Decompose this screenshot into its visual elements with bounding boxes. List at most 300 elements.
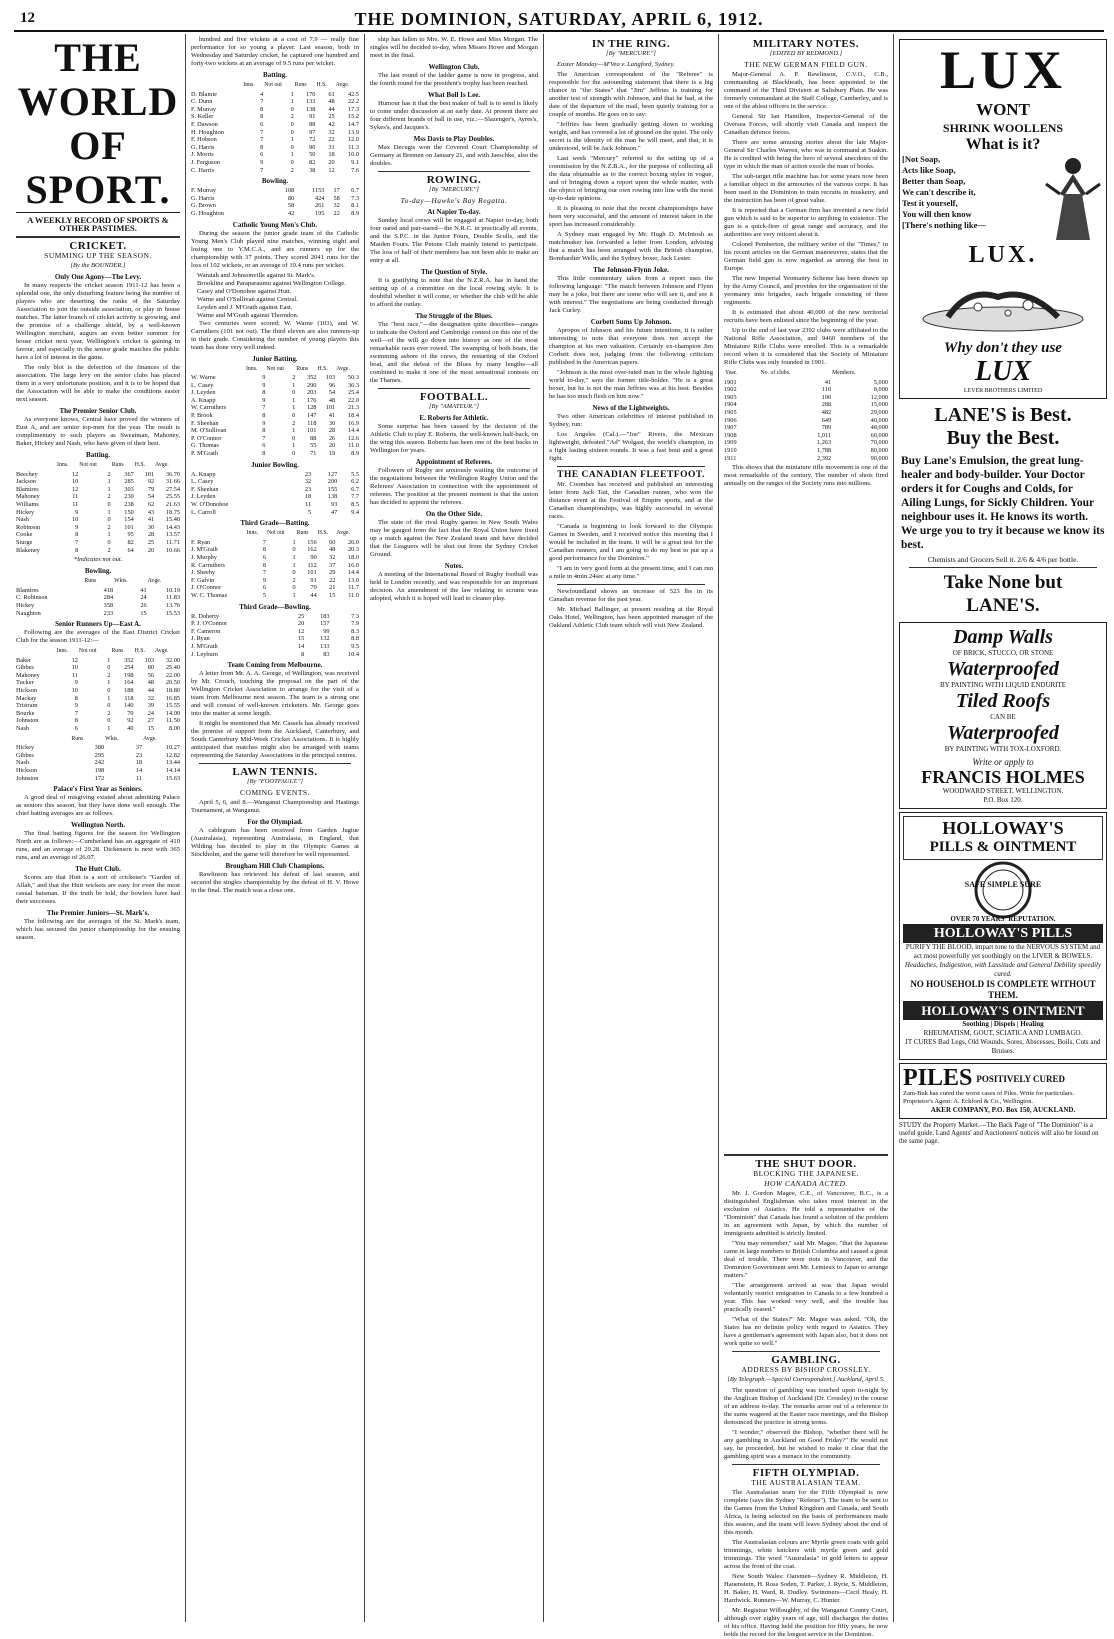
table-cell: 140 [124,702,134,710]
subhead: Brougham Hill Club Champions. [225,862,325,871]
table-cell: 25 [328,113,335,121]
table-cell: 11 [136,774,143,782]
table-cell: 16.85 [165,694,180,702]
paragraph: A meeting of the International Board of Rugby football was held in London recently, and was responsible for an important decision. An amendment of the law relating to scrums was adopted, which it is hoped will lead to cleaner play. [370,571,538,602]
table-cell: F. Sheehan [191,485,219,493]
paragraph: A Sydney man engaged by Mr. Hugh D. McIntosh as matchmaker has forwarded a letter from London, advising that a match has been arranged with the British champion, Bombardier Wells, and the Sydney boxer, Jack Lester. [549,231,713,262]
ad-text: HOLLOWAY'S [942,818,1064,838]
table-cell: Nash [16,516,29,524]
table-cell: 7.3 [351,194,359,202]
table-cell: 82 [309,158,316,166]
olympiad-heading: FIFTH OLYMPIAD. [752,1467,860,1479]
ad-text: POSITIVELY CURED [976,1073,1065,1084]
table-cell: 0 [107,687,111,695]
paragraph: "The arrangement arrived at was that Japan would voluntarily restrict emigration to Canada to a few hundred a year. This has worked very well, and the trouble has practically ceased." [724,1282,888,1313]
table-cell: 101 [325,404,336,412]
table-cell: 1907 [724,424,737,432]
table-cell: 8 [75,531,79,539]
table-cell: 25.40 [165,664,180,672]
seal-icon [968,860,1038,920]
table-cell: 91 [309,113,316,121]
ad-text: LANE'S. [966,595,1040,616]
table-cell: 203 [307,389,317,397]
table-cell: 13.9 [347,128,359,136]
paragraph: Following are the averages of the East District Cricket Club for the season 1911-12:— [16,629,180,645]
table-cell: F. Cameron [191,627,221,635]
shut-door-heading: THE SHUT DOOR. [755,1158,857,1170]
table-cell: 0 [107,664,111,672]
table-cell: 1 [292,404,296,412]
table-cell: 72 [309,136,316,144]
header-cell: Avge. [143,735,157,742]
divider [724,1154,888,1156]
table-cell: 13.76 [165,601,180,609]
table-cell: 15 [147,725,155,733]
table-cell: J. Leyburn [191,650,218,658]
match-item: Brookline and Paraparaumu against Wellington College. [197,279,346,287]
woman-figure-icon [1042,154,1104,244]
table-cell: 6 [262,442,266,450]
table-cell: 1 [107,478,111,486]
paragraph: The final batting figures for the season for Wellington North are as follows:—Cumberland has an aggregate of 410 runs, and an average of 29.28. Dickenson is next with 365 runs, and an average of 26.07. [16,830,180,862]
table-heading: Batting. [86,451,110,459]
table-cell: 18.80 [165,687,180,695]
table-cell: 38 [309,166,316,174]
paragraph: hundred and five wickets at a cost of 7.9 — really fine performance for so young a player. Last season, both in Wednesday and Saturday cricket, he captured one hundred and forty-two wickets at an average of 9.5 runs per wicket. [191,36,359,67]
table-cell: 7 [74,709,78,717]
header-cell: Avge. [336,530,350,537]
paragraph: Mr. Michael Ballinger, at present residing at the Royal Oaks Hotel, Wellington, has been appointed manager of the Oakland Athletic Club team which will visit New Zealand. [549,606,713,629]
table-cell: 80 [287,194,295,202]
table-cell: 138 [327,493,338,501]
header-cell: Runs [296,530,309,537]
table-cell: 7 [260,166,264,174]
table-cell: 55 [310,442,317,450]
subhead: News of the Lightweights. [592,404,670,412]
table-cell: 8 [262,546,266,554]
section-subheading: BLOCKING THE JAPANESE. [753,1169,859,1178]
table-cell: 9.1 [351,158,359,166]
table-cell: 1 [290,136,294,144]
table-cell: 54 [147,493,155,501]
divider [909,567,1097,568]
table-cell: 8.8 [351,635,359,643]
table-cell: 4 [260,90,264,98]
table-cell: 6 [262,584,266,592]
table-cell: 29,000 [870,408,888,416]
table-cell: 26.0 [347,538,359,546]
paragraph: A letter from Mr. A. A. George, of Wellington, was received by Mr. Crouch, touching the proposal on the part of the Wellington Cricket Association to arrange for the visit of a team from Melbourne next season. The team is a strong one and will consist of well-known cricketers. Mr. George goes into the matter at some length. [191,670,359,718]
lux-copy-line: Test it yourself, [902,198,958,208]
table-cell: 172 [94,774,105,782]
table-cell: A. Knapp [191,396,216,404]
subhead: The Hutt Club. [75,865,121,874]
table-cell: 19 [328,450,336,458]
table-cell: 18 [328,151,335,159]
paragraph: Colonel Pemberton, the military writer of the "Times," in his recent articles on the German manoeuvres, states that the German field gun is now regarded as among the best in Europe. [724,241,888,272]
ad-text: RHEUMATISM, GOUT, SCIATICA AND LUMBAGO. [923,1029,1083,1037]
table-cell: 0 [107,538,111,546]
lux-copy [902,154,1040,231]
table-cell: 9 [74,702,78,710]
match-item: Warne and O'Sullivan against Central. [197,295,298,303]
table-cell: 11.7 [348,584,359,592]
table-cell: 133 [320,642,330,650]
subhead: The Premier Juniors—St. Mark's. [46,909,150,918]
ad-text: LANE'S is Best. [934,404,1072,426]
table-cell: 1901 [724,378,737,386]
table-cell: 0 [292,546,296,554]
table-cell: C. Robinson [16,594,48,602]
table-cell: 101 [124,523,134,531]
ad-text: Soothing | Dispels | Healing [962,1020,1044,1028]
table-cell: 15.53 [165,609,180,617]
football-heading: FOOTBALL. [419,391,489,403]
table-cell: 9 [262,576,266,584]
table-cell: 10 [71,478,79,486]
table-cell: Nash [16,759,29,767]
cricket-heading: CRICKET. [69,240,127,252]
table-cell: H. Houghton [191,128,224,136]
table-cell: 1904 [724,401,737,409]
ad-text: Zam-Buk has cured the worst cases of Piles. Write for particulars. Proprietor's Agent: A. Eckford & Co., Wellington. [903,1090,1075,1105]
lux-script-logo: LUX [975,356,1031,387]
holloway-advert [899,812,1107,1060]
table-cell: 2 [292,576,296,584]
table-cell: 9 [262,381,266,389]
subhead: Corbett Sums Up Johnson. [590,318,672,326]
table-cell: 147 [307,412,317,420]
table-cell: 32 [329,553,336,561]
subhead: Notes. [444,562,464,570]
header-cell: H.S. [134,462,146,468]
table-cell: Johnston [16,774,39,782]
table-cell: 1 [292,427,296,435]
table-cell: 170 [306,90,316,98]
table-cell: P. J. O'Connor [191,620,228,628]
table-cell: 138 [306,105,316,113]
header-cell: H.S. [134,648,145,655]
table-cell: 6 [260,120,264,128]
table-cell: 14.14 [165,767,180,774]
table-cell: L. Carroll [191,508,216,516]
table-cell: 261 [314,202,325,210]
match-item: Warne and M'Grath against Thorndon. [197,311,299,319]
table-cell: 90,000 [870,454,888,462]
header-cell: Avge. [155,462,169,468]
page-number: 12 [20,10,35,26]
table-cell: 254 [124,664,134,672]
table-cell: 0 [107,717,111,725]
header-cell: Avge. [336,365,350,372]
table-cell: Beechey [16,470,38,478]
table-cell: 10 [71,516,79,524]
table-cell: 29 [329,569,336,577]
lux-copy-line: [There's nothing like— [902,220,986,230]
ad-text: Waterproofed [947,722,1059,744]
table-cell: 41 [824,378,832,386]
table-cell: 0 [107,702,111,710]
table-cell: 6 [262,553,266,561]
table-cell: 0 [292,389,296,397]
table-cell: 92 [127,717,134,725]
table-cell: 17 [333,187,340,195]
paragraph: The new Imperial Yeomanry Scheme has been drawn up by the Army Council, and provides for the organisation of the yeomanry into brigades, each brigade consisting of three regiments. [724,275,888,306]
paragraph: "I wonder," observed the Bishop, "whether there will be any gambling in Auckland on Good Friday?" He would not say, he proceeded, but he wished to make it clear that the gambling spirit was a menace to the community. [724,1429,888,1460]
paragraph: Followers of Rugby are anxiously waiting the outcome of the negotiations between the Wellington Rugby Union and the Referees' Association in connection with the appointment of referees. The position at the present moment is that the union has decided to appoint the referees. [370,467,538,506]
ad-text: Take None but [943,572,1063,593]
table-cell: 8 [262,450,266,458]
subhead: The Struggle of the Blues. [415,312,493,320]
subhead: On the Other Side. [425,510,483,518]
table-cell: 36.70 [165,470,180,478]
table-cell: Naughton [16,609,41,617]
subhead: Catholic Young Men's Club. [232,220,318,229]
paragraph: There are some amusing stories about the late Major-General Sir Charles Warren, who was in command at Suakin. He is credited with being the hero of several anecdotes of the type in which the man of action excels the man of books. [724,139,888,170]
subhead: Team Coming from Melbourne. [227,661,323,670]
table-cell: 7 [262,404,266,412]
ads-column [899,36,1107,1621]
table-cell: Gibbes [16,751,34,759]
lux-copy-line: Better than Soap, [902,176,966,186]
piles-advert [899,1063,1107,1119]
table-cell: 22.00 [165,671,180,679]
ad-text: CAN BE [990,713,1016,721]
table-cell: 5 [308,508,312,516]
header-cell: Runs [84,578,97,585]
table-cell: 352 [307,374,317,382]
header-cell: Inns. [245,365,258,372]
table-cell: 25.55 [165,493,180,501]
table-cell: 11 [305,501,312,508]
table-cell: 10.66 [165,546,180,554]
table-cell: 2,392 [816,454,832,462]
lux-copy-line: We can't describe it, [902,187,976,197]
table-cell: 9.4 [351,508,359,516]
subhead: Only One Agony—The Levy. [54,273,142,281]
table-cell: 58 [287,202,295,210]
table-cell: 7 [260,136,264,144]
table-cell: 12.82 [165,751,180,759]
table-cell: 22 [333,209,340,217]
section-subheading: SUMMING UP THE SEASON. [44,251,152,260]
table-cell: 24 [140,594,147,602]
paragraph: The following are the averages of the St. Mark's team, which has secured the junior championship for the ensuing season. [16,918,180,942]
ad-text: Why don't they use [944,340,1062,356]
table-cell: 31 [328,143,335,151]
table-cell: Hickey [16,744,35,752]
paragraph: Sunday local crews will be engaged at Napier to-day, both four oared and pair-oared—the N.R.C. in practically all events, and the S.P.C. in the Junior Fours, Double Sculls, and the Maiden Fours. The Petone Club mainly intend to participate. The loss of half of their members has not been able to make an entry at all. [370,217,538,264]
table-cell: 0 [292,584,296,592]
table-cell: 230 [124,493,134,501]
table-cell: 108 [284,187,295,195]
byline: [By "FOOTFAULT."] [246,778,303,786]
header-cell: H.S. [317,530,329,537]
byline: [By the BOUNDER.] [70,262,126,269]
table-cell: 285 [124,478,134,486]
table-cell: 118 [124,694,134,702]
table-cell: P. O'Connor [191,434,222,442]
table-cell: 48 [328,98,335,106]
table-cell: 295 [94,751,105,759]
table-cell: 20 [297,620,305,628]
table-cell: F. Hobson [191,136,217,144]
table-cell: 16.9 [347,419,359,427]
header-cell: Avge. [335,82,350,88]
table-cell: 42 [287,209,295,217]
table-cell: 1 [107,679,111,687]
table-heading: Junior Bowling. [251,460,299,469]
table-cell: 27.54 [165,485,180,493]
table-cell: 21.63 [165,500,180,508]
table-cell: 14.7 [347,120,359,128]
table-cell: 5 [262,591,266,599]
table-cell: 43 [147,508,155,516]
table-cell: 14 [135,767,143,774]
table-cell: 30 [328,419,336,427]
subhead: Appointment of Referees. [415,458,493,466]
table-cell: 198 [94,767,105,774]
table-cell: 88 [309,120,316,128]
paragraph: Mr. Coombes has received and published an interesting letter from Jack Tait, the Canadian runner, who won the distance event at the Festival of Empire sports, and at the Canadian championships, was highly successful in several races. [549,481,713,520]
table-cell: 37 [135,744,143,752]
table-cell: 10 [71,664,78,672]
table-cell: F. Ryan [191,538,211,546]
header-cell: Year. [725,370,737,376]
section-subheading: To-day—Hawke's Bay Regatta. [400,196,508,205]
table-cell: 7 [260,128,264,136]
paragraph: A cablegram has been received from Garden Jugiue (Australasia), representing Australasia, in England, that Wilding has decided to play in the Olympic Games at Stockholm, and the game will therefore be well represented. [191,827,359,859]
subhead: At Napier To-day. [427,208,481,216]
table-cell: J. O'Connor [191,584,222,592]
table-cell: 380 [94,744,105,752]
table-cell: 5,000 [873,378,888,386]
table-cell: 154 [124,516,134,524]
paragraph: Max Decugis won the Covered Court Championship of Germany at Bremen on January 21, and with Jaeschke, also the doubles. [370,144,538,167]
paragraph: Rawlinson has retrieved his defeat of last season, and secured the singles championship by the defeat of H. V. Howe in the final. The match was a close one. [191,871,359,895]
table-cell: 14 [297,642,305,650]
table-cell: 96 [328,381,336,389]
header-cell: H.S. [316,82,327,88]
table-cell: F. Murray [191,187,217,195]
table-cell: 118 [307,419,317,427]
table-cell: 47 [330,508,338,516]
table-cell: 11.0 [348,442,359,450]
table-cell: Bourke [16,709,35,717]
table-cell: 195 [314,209,325,217]
table-cell: 7.9 [351,620,359,628]
table-cell: 15.40 [165,516,180,524]
table-cell: 8 [262,561,266,569]
table-cell: 91 [310,576,317,584]
table-cell: Mahoney [16,493,40,501]
table-cell: 1 [290,90,294,98]
paragraph: Scores are that Hutt is a sort of cricketer's "Garden of Allah," and that the Hutt wickets are easy for even the most casual batsman. If the truth be told, the bowlers have had their successes. [16,874,180,906]
table-heading: Third Grade—Batting. [240,519,310,528]
table-cell: 22.2 [347,98,359,106]
table-cell: 15 [329,591,336,599]
table-cell: 22 [328,136,335,144]
table-cell: 7.6 [351,166,359,174]
header-cell: Inns. [243,82,255,88]
piles-row [903,1067,1103,1090]
lux-copy-line: Acts like Soap, [902,165,956,175]
table-cell: 2 [290,113,294,121]
table-cell: 424 [314,194,325,202]
table-cell: G. Harris [191,194,215,202]
table-cell: 358 [103,601,114,609]
table-cell: 2 [292,374,296,382]
paragraph: A good deal of misgiving existed about admitting Palace as seniors this season, but they have done well enough. The chief batting averages are as follows. [16,794,180,818]
table-cell: 7 [260,98,264,106]
byline: [By "AMATEUR."] [429,403,479,410]
table-cell: F. Galvin [191,576,215,584]
table-cell: 8 [74,717,78,725]
byline: [EDITED BY REDMOND.] [769,50,843,57]
table-cell: F. Dawson [191,120,218,128]
table-cell: 50 [309,151,316,159]
table-cell: 150 [124,508,134,516]
table-cell: 649 [821,416,832,424]
table-cell: 11.50 [166,717,180,725]
table-cell: 22 [329,576,336,584]
table-cell: 2 [107,671,111,679]
table-cell: 2 [107,709,111,717]
table-cell: 90 [310,553,317,561]
table-cell: 36.3 [347,381,359,389]
table-cell: R. Doherty [191,612,219,620]
table-cell: 1 [292,442,296,450]
table-cell: 198 [124,671,134,679]
table-cell: 0 [290,120,294,128]
table-cell: 99 [323,627,330,635]
table-cell: 8.1 [351,202,359,210]
table-cell: 44 [310,591,317,599]
table-cell: 11.83 [166,594,180,602]
table-cell: 101 [144,470,155,478]
lux-copy-line: You will then know [902,209,972,219]
lawn-tennis-heading: LAWN TENNIS. [232,766,318,779]
table-cell: G. Houghton [191,209,224,217]
table-cell: 11 [71,671,78,679]
match-item: Casey and O'Donohoe against Hutt. [197,287,292,295]
ad-text: PILES [903,1065,973,1091]
paragraph: During the season the junior grade team of the Catholic Young Men's Club played nine matches, winning eight and losing one to Y.M.C.A., and are runners up for the championship with 37 points. They scored 2041 runs for the loss of 102 wickets, or an average of 19.4 runs per wicket. [191,229,359,269]
ad-text: Damp Walls [953,626,1053,648]
subhead: Wellington Club. [428,63,480,71]
table-cell: S. Keller [191,113,214,121]
divider [732,1351,880,1352]
damp-walls-advert [899,622,1107,809]
table-cell: 0 [290,143,294,151]
table-cell: 128 [307,404,317,412]
table-cell: 83 [323,650,330,658]
table-cell: 23 [304,470,312,478]
table-cell: 1905 [724,408,737,416]
shut-door-column [724,1150,888,1638]
sport-title: THE WORLD OF SPORT. [17,35,179,212]
table-cell: 0 [290,128,294,136]
table-cell: 25 [147,538,155,546]
table-cell: 1 [107,725,111,733]
table-cell: 40,000 [870,416,888,424]
table-cell: 1 [107,485,111,493]
table-cell: 48 [329,546,336,554]
paragraph: The question of gambling was touched upon to-night by the Anglican Bishop of Auckland (Dr. Crossley) in the course of an address to-day. The remarks arose out of a reference to the sums wagered at the Easter race meetings, and the Bishop denounced the practice in strong terms. [724,1387,888,1426]
table-cell: 0 [292,434,296,442]
table-cell: Tristram [16,702,38,710]
table-cell: J. Ferguson [191,158,220,166]
